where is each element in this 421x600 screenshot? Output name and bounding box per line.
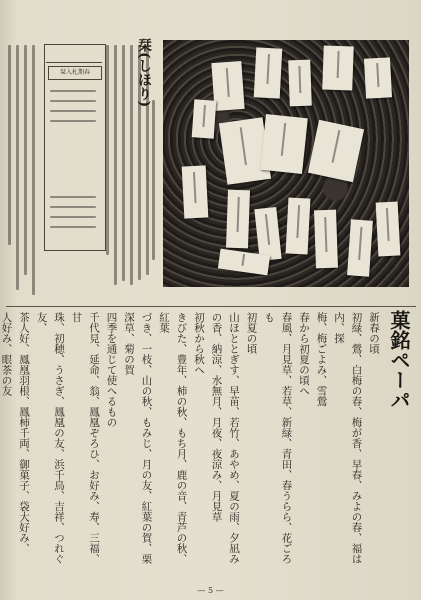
shiori-title: 栞(しほり)	[136, 38, 152, 108]
article-line: 春から初夏の頃へ	[298, 312, 310, 396]
article-line: 深草、菊の賀	[123, 312, 135, 375]
article-line: 初秋から秋へ	[193, 312, 205, 375]
ad-figures-bottom	[50, 190, 98, 248]
article-line: きびた、豊年、柿の秋、もち月、鹿の音、青芦の秋、紅葉	[158, 312, 188, 564]
article-line: 珠、初穂、うさぎ、鳳凰の友、浜千鳥、吉祥、つれぐ友、	[35, 312, 65, 564]
bookmarks-photo	[163, 40, 409, 287]
article-line: 人好み、眼茶の友	[0, 312, 13, 396]
ad-title	[46, 46, 102, 63]
article-line: づき、一枝、山の秋、もみじ、月の友、紅葉の賀、栗	[140, 312, 153, 564]
article-body	[0, 312, 382, 574]
article-line: 初緑、鶯、白梅の春、梅が香、早春、みよの春、福は内、探	[333, 312, 363, 564]
article-line: の香、納涼、水無月、月夜、夜涼み、月見草	[210, 312, 223, 522]
section-divider	[6, 306, 416, 307]
article-line: 千代見、延命、翁、鳳凰ぞろひ、お好み、寿、三福、甘	[70, 312, 100, 564]
page-number: — 5 —	[197, 586, 224, 595]
article-line: 茶人好、鳳凰羽根、鳳柿千両、御菓子、袋大好み、	[18, 312, 30, 554]
article-line: 初夏の頃	[245, 312, 258, 354]
ad-figures-top	[50, 84, 98, 142]
article-line: 山ほととぎす、早苗、若竹、あやめ、夏の雨、夕凪み	[228, 312, 240, 564]
left-notes	[8, 45, 35, 300]
article-line: 新春の頃	[368, 312, 380, 354]
article-title: 菓銘ペーパ	[387, 310, 411, 410]
article-line: 梅、梅ごよみ、雪鶯	[315, 312, 328, 407]
article-line: 四季を通じて使へるもの	[105, 312, 118, 428]
photo-caption	[152, 40, 155, 280]
article-line: 春風、月見草、若草、新緑、青田、春うらら、花ごろも	[263, 312, 293, 564]
ad-subtitle: 栞入札期春	[48, 66, 102, 80]
